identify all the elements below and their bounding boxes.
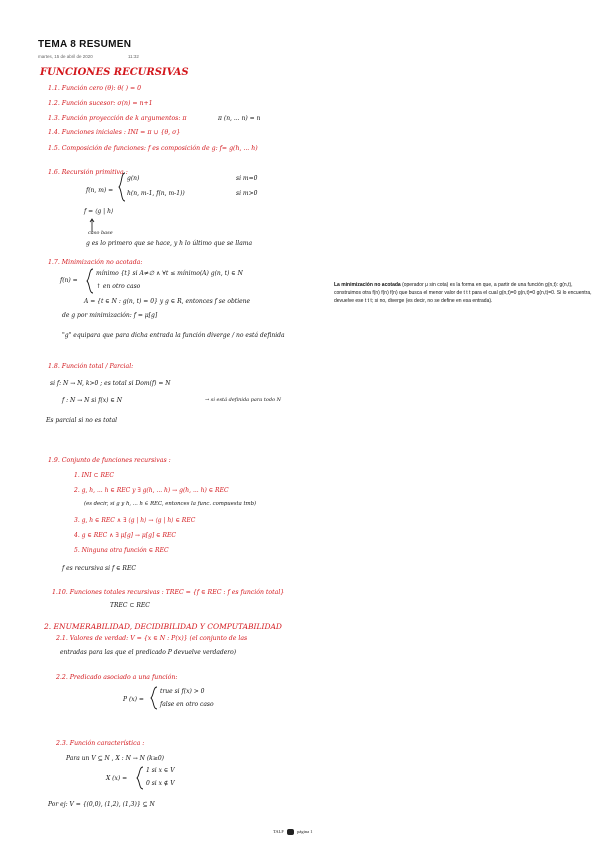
section-heading-2: 2. ENUMERABILIDAD, DECIDIBILIDAD Y COMPUTABILIDAD — [44, 622, 282, 631]
minimization-f: f(n) = — [60, 277, 78, 284]
item-1-9: 1.9. Conjunto de funciones recursivas : — [48, 457, 171, 464]
brace-icon — [86, 268, 94, 294]
predicate-false: false en otro caso — [160, 701, 214, 708]
item-1-2: 1.2. Función sucesor: σ(n) = n+1 — [48, 100, 153, 107]
page-title: TEMA 8 RESUMEN — [38, 39, 132, 50]
item-1-7: 1.7. Minimización no acotada: — [48, 259, 143, 266]
rec-rule-5: 5. Ninguna otra función ∈ REC — [74, 547, 169, 554]
item-1-1: 1.1. Función cero (θ): θ( ) = 0 — [48, 85, 142, 92]
primitive-recursion-g-cond: si m=0 — [236, 175, 258, 182]
footer-prefix: TALF — [273, 829, 284, 835]
base-case-label: caso base — [88, 230, 113, 236]
characteristic-out: 0 si x ∉ V — [146, 780, 175, 787]
primitive-recursion-f: f(n, m) = — [86, 187, 114, 194]
note-date: martes, 15 de abril de 2020 — [38, 54, 93, 59]
total-function-arrow-note: → si está definida para todo N — [205, 397, 282, 403]
brace-icon — [136, 766, 144, 790]
rec-definition: f es recursiva si f ∈ REC — [62, 565, 136, 572]
side-note — [334, 282, 596, 305]
item-2-1-note: entradas para las que el predicado P devuelve verdadero) — [60, 649, 237, 656]
onenote-logo-icon — [287, 829, 294, 835]
item-1-6: 1.6. Recursión primitiva : — [48, 169, 128, 176]
rec-rule-1: 1. INI ⊂ REC — [74, 472, 114, 479]
item-2-1: 2.1. Valores de verdad: V = {x ∈ N : P(x)} (el conjunto de las — [56, 635, 248, 642]
footer-page: página 1 — [297, 829, 313, 835]
rec-rule-2-note: (es decir, si g y h, ... h ∈ REC, entonces la func. compuesta tmb) — [84, 501, 257, 507]
item-1-3: 1.3. Función proyección de k argumentos: π — [48, 115, 187, 122]
brace-icon — [118, 172, 126, 202]
minimization-mu: de g por minimización: f = μ[g] — [62, 312, 158, 319]
brace-icon — [150, 686, 158, 710]
characteristic-def: Para un V ⊆ N , X : N → N (k≥0) — [66, 755, 164, 762]
predicate-true: true si f(x) > 0 — [160, 688, 205, 695]
minimization-case-1: mínimo {t} si A≠∅ ∧ ∀t ≤ mínimo(A) g(n, t) ∈ N — [96, 270, 243, 277]
page-footer — [273, 829, 313, 835]
total-function-def: si f: N → N, k>0 ; es total si Dom(f) = N — [50, 380, 171, 387]
rec-rule-2: 2. g, h, ... h ∈ REC y ∃ g(h, ... h) → g(h, ... h) ∈ REC — [74, 487, 229, 494]
partial-function-def: Es parcial si no es total — [46, 417, 118, 424]
item-2-3: 2.3. Función característica : — [56, 740, 145, 747]
minimization-case-2: ↑ en otro caso — [96, 283, 141, 290]
primitive-recursion-note: g es lo primero que se hace, y h lo último que se llama — [86, 240, 253, 247]
rec-rule-3: 3. g, h ∈ REC ∧ ∃ ⟨g | h⟩ → ⟨g | h⟩ ∈ REC — [74, 517, 196, 524]
minimization-set-a: A = {t ∈ N : g(n, t) = 0} y g ∈ R, entonces f se obtiene — [84, 298, 251, 305]
side-note-bold: La minimización no acotada — [334, 282, 401, 288]
rec-rule-4: 4. g ∈ REC ∧ ∃ μ[g] → μ[g] ∈ REC — [74, 532, 177, 539]
example-set: Por ej: V = {(0,0), (1,2), (1,3)} ⊆ N — [48, 801, 155, 808]
note-time: 11:32 — [128, 54, 139, 59]
primitive-recursion-h: h(n, m-1, f(n, m-1)) — [127, 190, 185, 197]
item-1-8: 1.8. Función total / Parcial: — [48, 363, 134, 370]
primitive-recursion-g: g(n) — [127, 175, 140, 182]
item-1-10: 1.10. Funciones totales recursivas : TREC = {f ∈ REC : f es función total} — [52, 589, 285, 596]
item-2-2: 2.2. Predicado asociado a una función: — [56, 674, 178, 681]
side-note-text: (operador μ sin cota) es la forma en que, a partir de una función g(n,t): g(n,t), construimos otra f(n) f(n) f(n) que busca el menor valor de t t t para el cual g(n,t)=0 g(n,t)=0 g(n,t)=0. Si lo encuentra, devuelve ese t t t; si no, diverge (es decir, no se define en esa entrada). — [334, 282, 592, 304]
characteristic-in: 1 si x ∈ V — [146, 767, 175, 774]
minimization-note: "g" equipara que para dicha entrada la función diverge / no está definida — [62, 332, 285, 339]
trec-subset: TREC ⊂ REC — [110, 602, 150, 609]
section-heading-funciones-recursivas: FUNCIONES RECURSIVAS — [40, 67, 189, 78]
item-1-5: 1.5. Composición de funciones: f es composición de g: f= g(h, ... h) — [48, 145, 258, 152]
predicate-p: P (x) = — [123, 696, 144, 703]
primitive-recursion-def: f = ⟨g | h⟩ — [84, 208, 114, 215]
total-function-map: f : N → N si f(x) ∈ N — [62, 397, 123, 404]
primitive-recursion-h-cond: si m>0 — [236, 190, 258, 197]
projection-formula: π (n, ... n) = n — [218, 115, 261, 122]
characteristic-x: X (x) = — [106, 775, 128, 782]
item-1-4: 1.4. Funciones iniciales : INI = π ∪ {θ, σ} — [48, 129, 181, 136]
